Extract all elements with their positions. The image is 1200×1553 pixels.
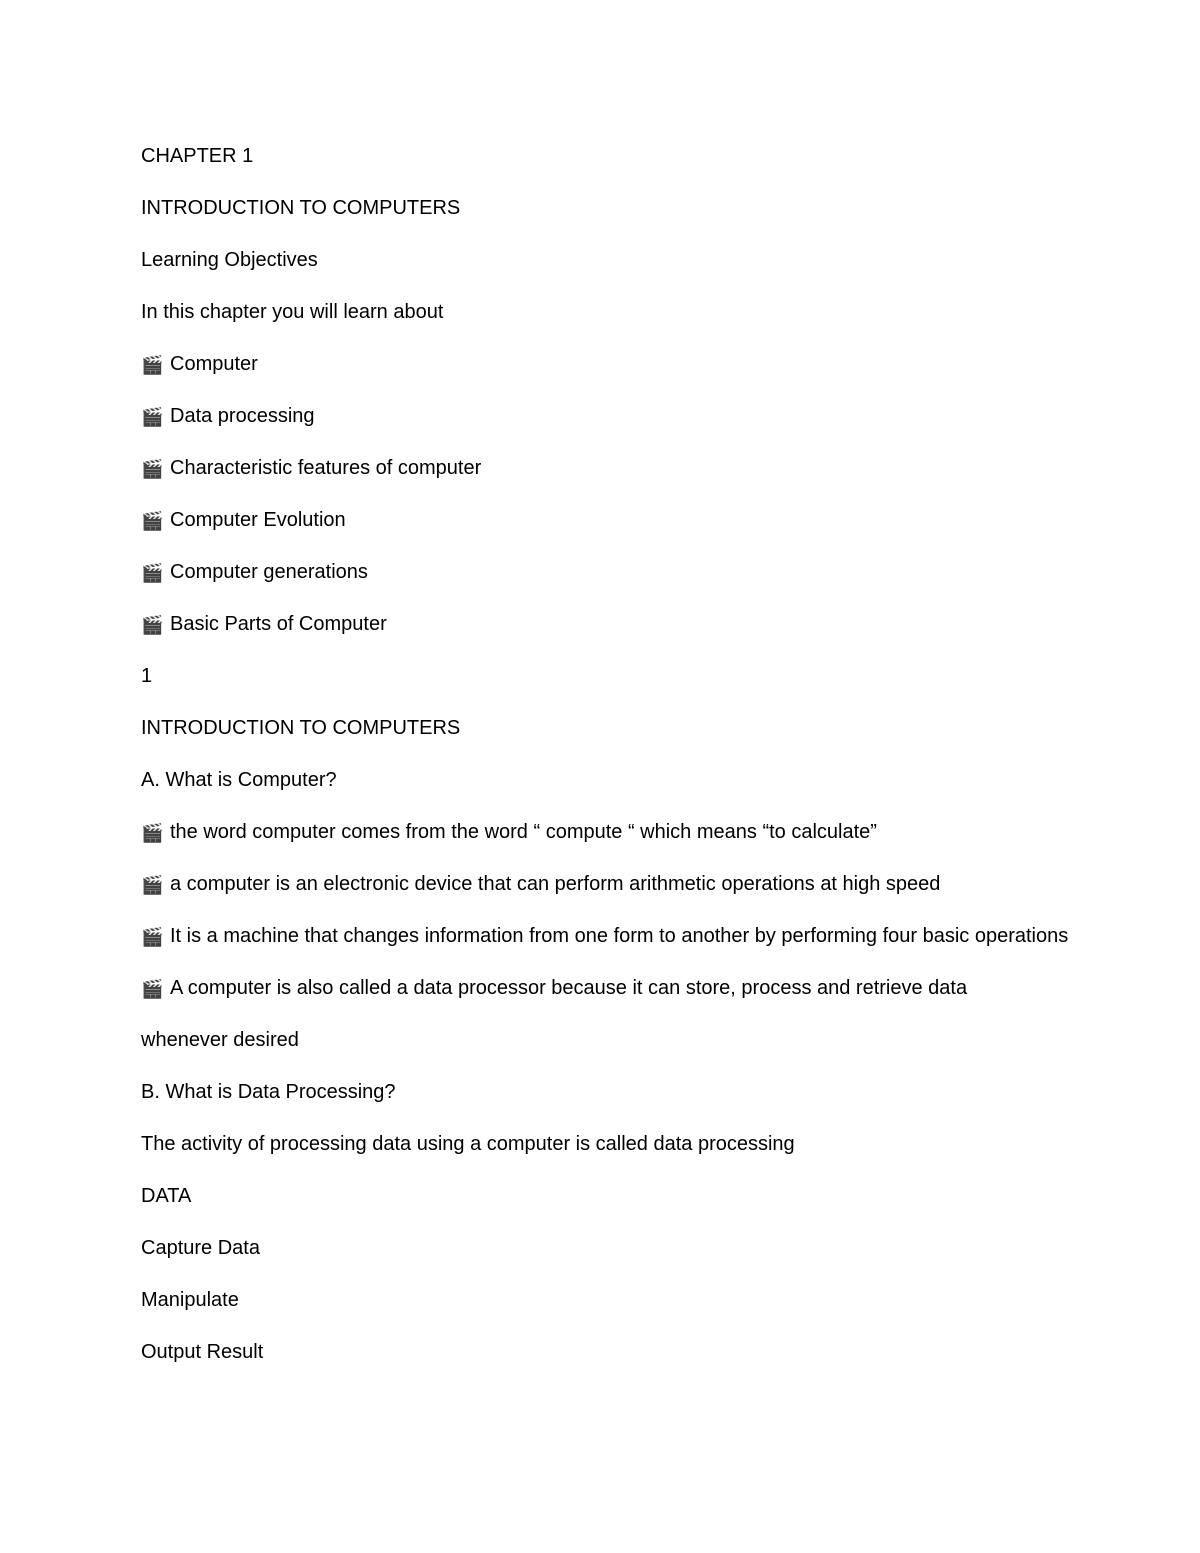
section-a-bullet — [141, 868, 1071, 900]
flow-step: DATA — [141, 1185, 192, 1207]
objective-item — [141, 556, 1071, 588]
flow-step: Output Result — [141, 1341, 264, 1363]
clapperboard-icon: 🎬 — [141, 355, 164, 375]
document-content — [141, 140, 1071, 1388]
objective-item — [141, 452, 1071, 484]
objective-text: Characteristic features of computer — [170, 457, 482, 479]
clapperboard-icon: 🎬 — [141, 979, 164, 999]
continuation-text: whenever desired — [141, 1029, 299, 1051]
bullet-text: the word computer comes from the word “ compute “ which means “to calculate” — [170, 821, 877, 843]
bullet-text: a computer is an electronic device that can perform arithmetic operations at high speed — [170, 873, 941, 895]
section-b-text: The activity of processing data using a computer is called data processing — [141, 1133, 795, 1155]
bullet-text: It is a machine that changes information from one form to another by performing four basic operations — [170, 925, 1069, 947]
page-number: 1 — [141, 665, 153, 687]
clapperboard-icon: 🎬 — [141, 407, 164, 427]
flow-step: Capture Data — [141, 1237, 260, 1259]
section-a-bullet-wrapped — [141, 920, 1071, 952]
objective-item — [141, 504, 1071, 536]
clapperboard-icon: 🎬 — [141, 563, 164, 583]
bullet-text: A computer is also called a data processor because it can store, process and retrieve data — [170, 977, 968, 999]
objective-text: Computer — [170, 353, 258, 375]
section-b-heading: B. What is Data Processing? — [141, 1081, 396, 1103]
clapperboard-icon: 🎬 — [141, 459, 164, 479]
clapperboard-icon: 🎬 — [141, 615, 164, 635]
objective-text: Data processing — [170, 405, 315, 427]
clapperboard-icon: 🎬 — [141, 927, 164, 947]
clapperboard-icon: 🎬 — [141, 823, 164, 843]
objective-item — [141, 608, 1071, 640]
flow-step: Manipulate — [141, 1289, 239, 1311]
section-a-bullet — [141, 816, 1071, 848]
objective-text: Computer generations — [170, 561, 368, 583]
section-a-heading: A. What is Computer? — [141, 769, 337, 791]
objective-text: Computer Evolution — [170, 509, 346, 531]
chapter-title: INTRODUCTION TO COMPUTERS — [141, 197, 461, 219]
section-a-bullet — [141, 972, 1071, 1004]
intro-text: In this chapter you will learn about — [141, 301, 444, 323]
objective-item — [141, 400, 1071, 432]
clapperboard-icon: 🎬 — [141, 511, 164, 531]
chapter-label: CHAPTER 1 — [141, 145, 254, 167]
objective-item — [141, 348, 1071, 380]
learning-objectives-heading: Learning Objectives — [141, 249, 318, 271]
objective-text: Basic Parts of Computer — [170, 613, 387, 635]
section-title: INTRODUCTION TO COMPUTERS — [141, 717, 461, 739]
clapperboard-icon: 🎬 — [141, 875, 164, 895]
